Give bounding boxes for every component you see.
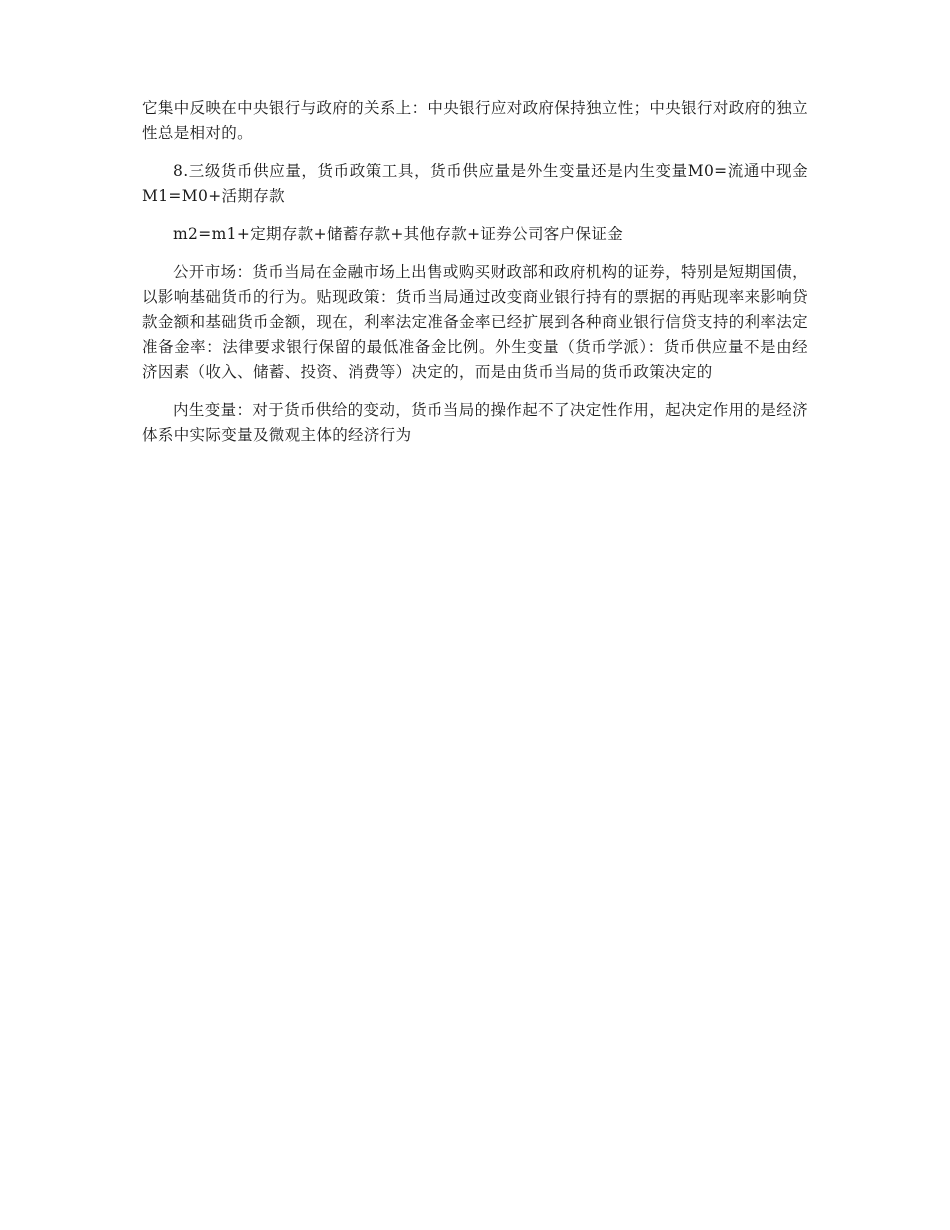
paragraph-policy-tools: 公开市场：货币当局在金融市场上出售或购买财政部和政府机构的证券，特别是短期国债，以影响基础货币的行为。贴现政策：货币当局通过改变商业银行持有的票据的再贴现率来影响贷款金额和基础货币金额，现在，利率法定准备金率已经扩展到各种商业银行信贷支持的利率法定准备金率：法律要求银行保留的最低准备金比例。外生变量（货币学派）：货币供应量不是由经济因素（收入、储蓄、投资、消费等）决定的，而是由货币当局的货币政策决定的 (142, 263, 808, 381)
paragraph-m2-definition: m2=m1+定期存款+储蓄存款+其他存款+证券公司客户保证金 (173, 225, 624, 243)
paragraph-central-bank-independence: 它集中反映在中央银行与政府的关系上：中央银行应对政府保持独立性；中央银行对政府的独立性总是相对的。 (142, 99, 808, 142)
document-body (142, 96, 808, 461)
paragraph-endogenous-variable: 内生变量：对于货币供给的变动，货币当局的操作起不了决定性作用，起决定作用的是经济体系中实际变量及微观主体的经济行为 (142, 401, 808, 444)
paragraph-money-supply-levels: 8.三级货币供应量，货币政策工具，货币供应量是外生变量还是内生变量M0=流通中现金 M1=M0+活期存款 (142, 162, 808, 205)
